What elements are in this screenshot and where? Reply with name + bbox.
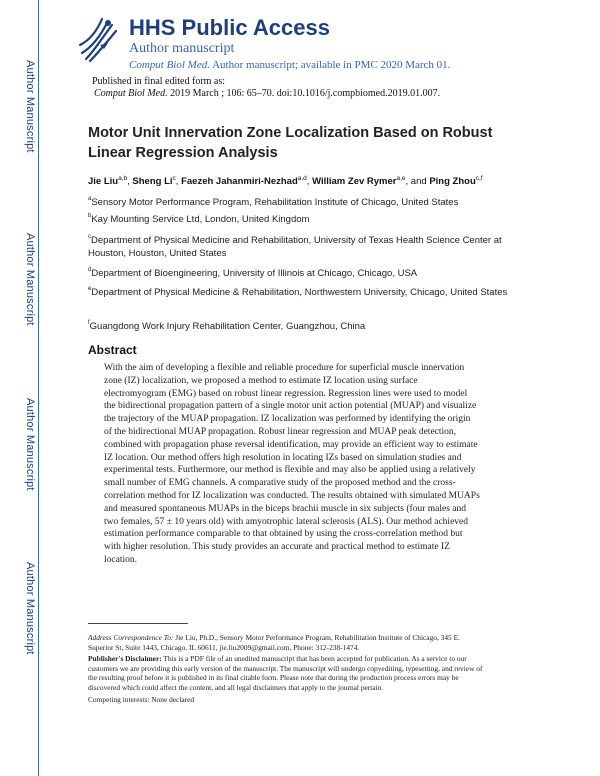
author-name: William Zev Rymer [312,176,397,188]
abstract-line: the bidirectional propagation pattern of a single motor unit action potential (MUAP) and visualize [104,401,477,412]
correspondence-note [88,633,508,643]
footnote-divider [88,623,188,624]
abstract-line: the trajectory of the MUAP propagation. IZ localization was performed by identifying the origin [104,414,471,425]
author-separator: , and [405,176,430,188]
hhs-eagle-logo-icon [78,15,118,63]
affiliation-text: Kay Mounting Service Ltd, London, United Kingdom [91,214,310,225]
affiliation-marker: d [88,267,92,273]
disclaimer-text: This is a PDF file of an unedited manuscript that has been accepted for publication. As a service to our [161,654,467,663]
affiliation-marker: a [88,196,92,202]
author-affiliation-marker: a,d [297,175,307,182]
competing-interests: Competing interests: None declared [88,695,195,704]
author-manuscript-subtitle: Author manuscript [129,41,235,56]
author-name: Faezeh Jahanmiri-Nezhad [181,176,298,188]
author-manuscript-label: Author Manuscript [24,398,36,491]
hhs-header [78,15,578,75]
author-affiliation-marker: c,f [475,175,483,182]
abstract-line: zone (IZ) localization, we proposed a method to estimate IZ location using surface [104,375,418,386]
abstract-line: of the bidirectional MUAP propagation. Robust linear regression and MUAP peak detection, [104,426,457,437]
abstract-line: experimental tests. Furthermore, our method is flexible and may also be applied using a relatively [104,465,476,476]
abstract-line: correlation method for IZ localization was conducted. The results obtained with simulated MUAPs [104,490,480,501]
affiliation-text: Department of Physical Medicine & Rehabilitation, Northwestern University, Chicago, United States [91,287,508,298]
correspondence-text: Jie Liu, Ph.D., Sensory Motor Performance Program, Rehabilitation Institute of Chicago, 345 E. [173,633,460,642]
affiliation [88,231,518,260]
affiliation-text: Sensory Motor Performance Program, Rehabilitation Institute of Chicago, United States [91,197,459,208]
affiliation-marker: f [88,320,90,326]
abstract-line: small number of EMG channels. A comparative study of the proposed method and the cross- [104,478,456,489]
hhs-title: HHS Public Access [129,15,330,40]
author-list [88,175,548,187]
footnotes [88,633,508,705]
affiliation [88,193,518,209]
correspondence-text-cont: Superior St, Suite 1443, Chicago, IL 60611, jie.liu2009@gmail.com, Phone: 312-238-1474. [88,642,360,652]
abstract-body [104,362,524,567]
abstract-line: With the aim of developing a flexible and reliable procedure for superficial muscle innervation [104,363,465,373]
affiliation-marker: c [88,234,91,240]
published-label: Published in final edited form as: [92,76,226,87]
publisher-disclaimer [88,654,508,664]
author-manuscript-label: Author Manuscript [24,60,36,153]
affiliation-marker: b [88,213,92,219]
abstract-line: estimation performance comparable to that obtained by using the cross-correlation method but [104,529,463,540]
affiliation [88,210,518,226]
publication-citation [92,88,440,100]
disclaimer-label: Publisher's Disclaimer: [88,654,162,663]
sidebar-divider [38,0,39,776]
affiliation-text: Guangdong Work Injury Rehabilitation Center, Guangzhou, China [89,321,366,332]
abstract-line: two females, 57 ± 10 years old) with amyotrophic lateral sclerosis (ALS). Our method achieved [104,516,469,527]
disclaimer-text-cont: customers we are providing this early version of the manuscript. The manuscript will undergo copyediting, typesetting, and review of [88,663,483,673]
abstract-line: electromyogram (EMG) based on robust linear regression. Regression lines were used to model [104,388,468,399]
author-name: Jie Liu [88,176,119,188]
affiliation-marker: e [88,286,92,292]
author-separator: , [306,176,313,188]
affiliation-text: Department of Bioengineering, University of Illinois at Chicago, Chicago, USA [91,268,418,279]
publication-details: 2019 March ; 106: 65–70. doi:10.1016/j.compbiomed.2019.01.007. [167,88,441,99]
disclaimer-text-cont: discovered which could affect the content, and all legal disclaimers that apply to the journal pertain. [88,682,384,692]
manuscript-citation[interactable] [129,59,450,71]
author-manuscript-label: Author Manuscript [24,233,36,326]
publication-info [92,76,440,100]
abstract-heading: Abstract [88,343,137,357]
article-title: Motor Unit Innervation Zone Localization Based on Robust Linear Regression Analysis [88,125,493,161]
correspondence-label: Address Correspondence To: [88,633,174,642]
affiliation [88,317,518,333]
author-affiliation-marker: c [172,175,176,182]
author-separator: , [127,176,133,188]
affiliation [88,264,518,280]
publication-journal: Comput Biol Med. [94,88,168,99]
affiliation-text: Department of Physical Medicine and Rehabilitation, University of Texas Health Science Center at Houston, Houston, United States [88,235,502,259]
author-manuscript-label: Author Manuscript [24,562,36,655]
citation-journal: Comput Biol Med. [129,59,210,71]
author-affiliation-marker: a,b [118,175,128,182]
abstract-line: combined with propagation phase reversal identification, may provide an efficient way to estimate [104,439,478,450]
disclaimer-text-cont: the resulting proof before it is published in its final citable form. Please note that during the production process errors may be [88,673,459,682]
abstract-line: with higher resolution. This study provides an accurate and practical method to estimate IZ [104,542,450,553]
citation-availability: Author manuscript; available in PMC 2020 March 01. [209,59,451,71]
abstract-line: and measured spontaneous MUAPs in the biceps brachii muscle in six subjects (four males and [104,503,466,514]
author-affiliation-marker: a,e [396,175,406,182]
abstract-line: location. [104,554,137,565]
affiliation [88,283,518,299]
abstract-line: IZ location. Our method offers high resolution in locating IZs based on simulation studies and [104,452,462,463]
author-separator: , [175,176,182,188]
author-name: Ping Zhou [429,176,476,188]
margin-sidebar [0,0,40,776]
author-name: Sheng Li [132,176,173,188]
